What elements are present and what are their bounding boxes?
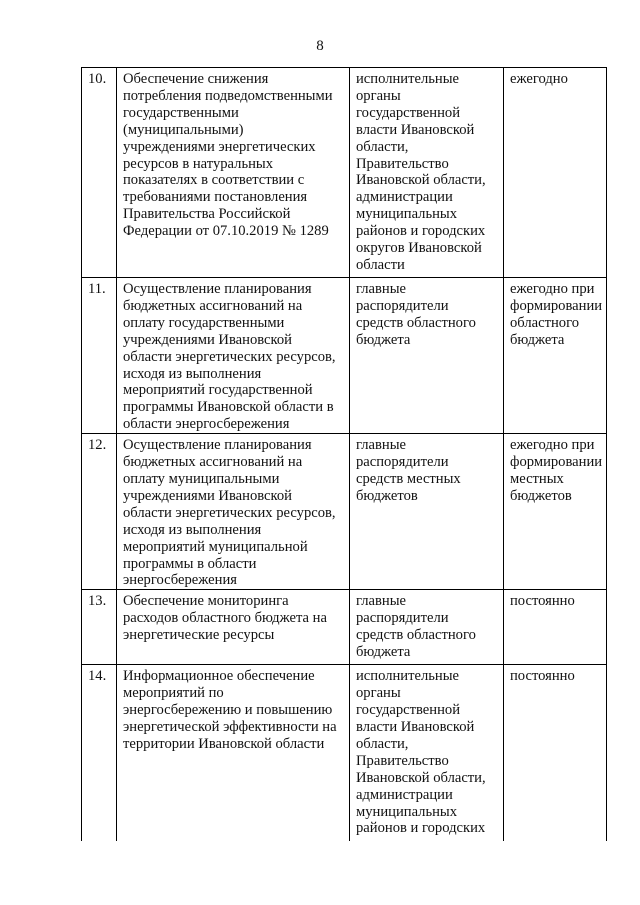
term-cell: ежегодно	[504, 68, 607, 278]
row-number: 14.	[82, 665, 117, 841]
table-row	[82, 665, 607, 841]
table-row	[82, 278, 607, 434]
term-cell: ежегодно при формировании областного бюджета	[504, 278, 607, 434]
table-row	[82, 434, 607, 590]
table-row	[82, 590, 607, 665]
term-cell: ежегодно при формировании местных бюджетов	[504, 434, 607, 590]
event-cell: Осуществление планирования бюджетных ассигнований на оплату муниципальными учреждениями Ивановской области энергетических ресурсов, исходя из выполнения мероприятий муниципальной программы в области энергосбережения	[117, 434, 350, 590]
executor-cell: главные распорядители средств местных бюджетов	[350, 434, 504, 590]
row-number: 11.	[82, 278, 117, 434]
event-cell: Обеспечение снижения потребления подведомственными государственными (муниципальными) учреждениями энергетических ресурсов в натуральных показателях в соответствии с требованиями постановления Правительства Российской Федерации от 07.10.2019 № 1289	[117, 68, 350, 278]
executor-cell: главные распорядители средств областного бюджета	[350, 590, 504, 665]
event-cell: Информационное обеспечение мероприятий по энергосбережению и повышению энергетической эффективности на территории Ивановской области	[117, 665, 350, 841]
executor-cell: исполнительные органы государственной власти Ивановской области, Правительство Ивановской области, администрации муниципальных районов и городских	[350, 665, 504, 841]
row-number: 12.	[82, 434, 117, 590]
term-cell: постоянно	[504, 590, 607, 665]
page-number: 8	[316, 38, 324, 54]
term-cell: постоянно	[504, 665, 607, 841]
row-number: 13.	[82, 590, 117, 665]
row-number: 10.	[82, 68, 117, 278]
table-row	[82, 68, 607, 278]
measures-table	[81, 67, 607, 841]
executor-cell: главные распорядители средств областного бюджета	[350, 278, 504, 434]
event-cell: Обеспечение мониторинга расходов областного бюджета на энергетические ресурсы	[117, 590, 350, 665]
event-cell: Осуществление планирования бюджетных ассигнований на оплату государственными учреждениями Ивановской области энергетических ресурсов, исходя из выполнения мероприятий государственной программы Ивановской области в области энергосбережения	[117, 278, 350, 434]
executor-cell: исполнительные органы государственной власти Ивановской области, Правительство Ивановской области, администрации муниципальных районов и городских округов Ивановской области	[350, 68, 504, 278]
